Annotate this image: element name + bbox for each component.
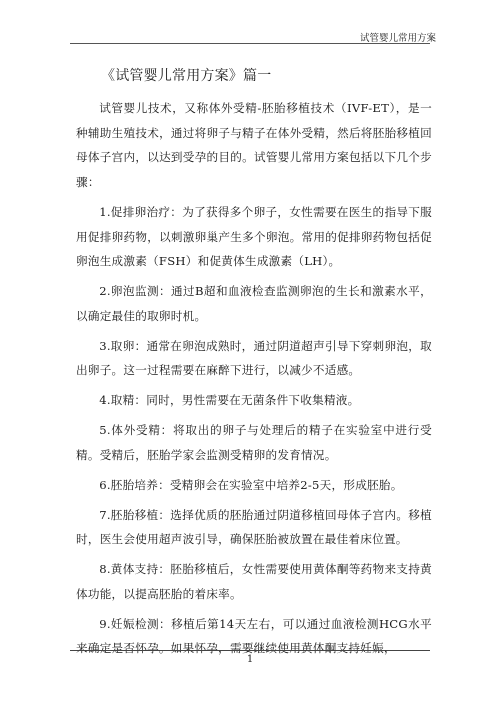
step-paragraph-4: 4.取精：同时，男性需要在无菌条件下收集精液。 [99, 393, 360, 407]
step-paragraph-1: 1.促排卵治疗：为了获得多个卵子，女性需要在医生的指导下服用促排卵药物，以刺激卵巢产生多个卵泡。常用的促排卵药物包括促卵泡生成激素（FSH）和促黄体生成激素（LH）。 [76, 205, 432, 268]
step-paragraph-7: 7.胚胎移植：选择优质的胚胎通过阴道移植回母体子宫内。移植时，医生会使用超声波引导，确保胚胎被放置在最佳着床位置。 [76, 507, 432, 546]
document-title: 《试管婴儿常用方案》篇一 [101, 68, 272, 84]
step-paragraph-5: 5.体外受精：将取出的卵子与处理后的精子在实验室中进行受精。受精后，胚胎学家会监测受精卵的发育情况。 [76, 423, 432, 462]
step-paragraph-9: 9.妊娠检测：移植后第14天左右，可以通过血液检测HCG水平来确定是否怀孕。如果怀孕，需要继续使用黄体酮支持妊娠， [76, 616, 432, 655]
intro-paragraph: 试管婴儿技术，又称体外受精-胚胎移植技术（IVF-ET），是一种辅助生殖技术，通过将卵子与精子在体外受精，然后将胚胎移植回母体子宫内，以达到受孕的目的。试管婴儿常用方案包括以下几个步骤： [76, 101, 432, 189]
page-number: 1 [246, 654, 254, 665]
step-paragraph-3: 3.取卵：通常在卵泡成熟时，通过阴道超声引导下穿刺卵泡，取出卵子。这一过程需要在麻醉下进行，以减少不适感。 [76, 338, 432, 377]
step-paragraph-6: 6.胚胎培养：受精卵会在实验室中培养2-5天，形成胚胎。 [99, 477, 403, 492]
step-paragraph-8: 8.黄体支持：胚胎移植后，女性需要使用黄体酮等药物来支持黄体功能，以提高胚胎的着床率。 [76, 562, 432, 601]
document-body [76, 66, 432, 666]
footer-divider [70, 650, 430, 651]
step-paragraph-2: 2.卵泡监测：通过B超和血液检查监测卵泡的生长和激素水平，以确定最佳的取卵时机。 [76, 284, 432, 323]
header-divider [70, 43, 430, 44]
page-header [0, 0, 500, 44]
page-footer [0, 640, 500, 680]
running-header-title: 试管婴儿常用方案 [359, 33, 436, 44]
